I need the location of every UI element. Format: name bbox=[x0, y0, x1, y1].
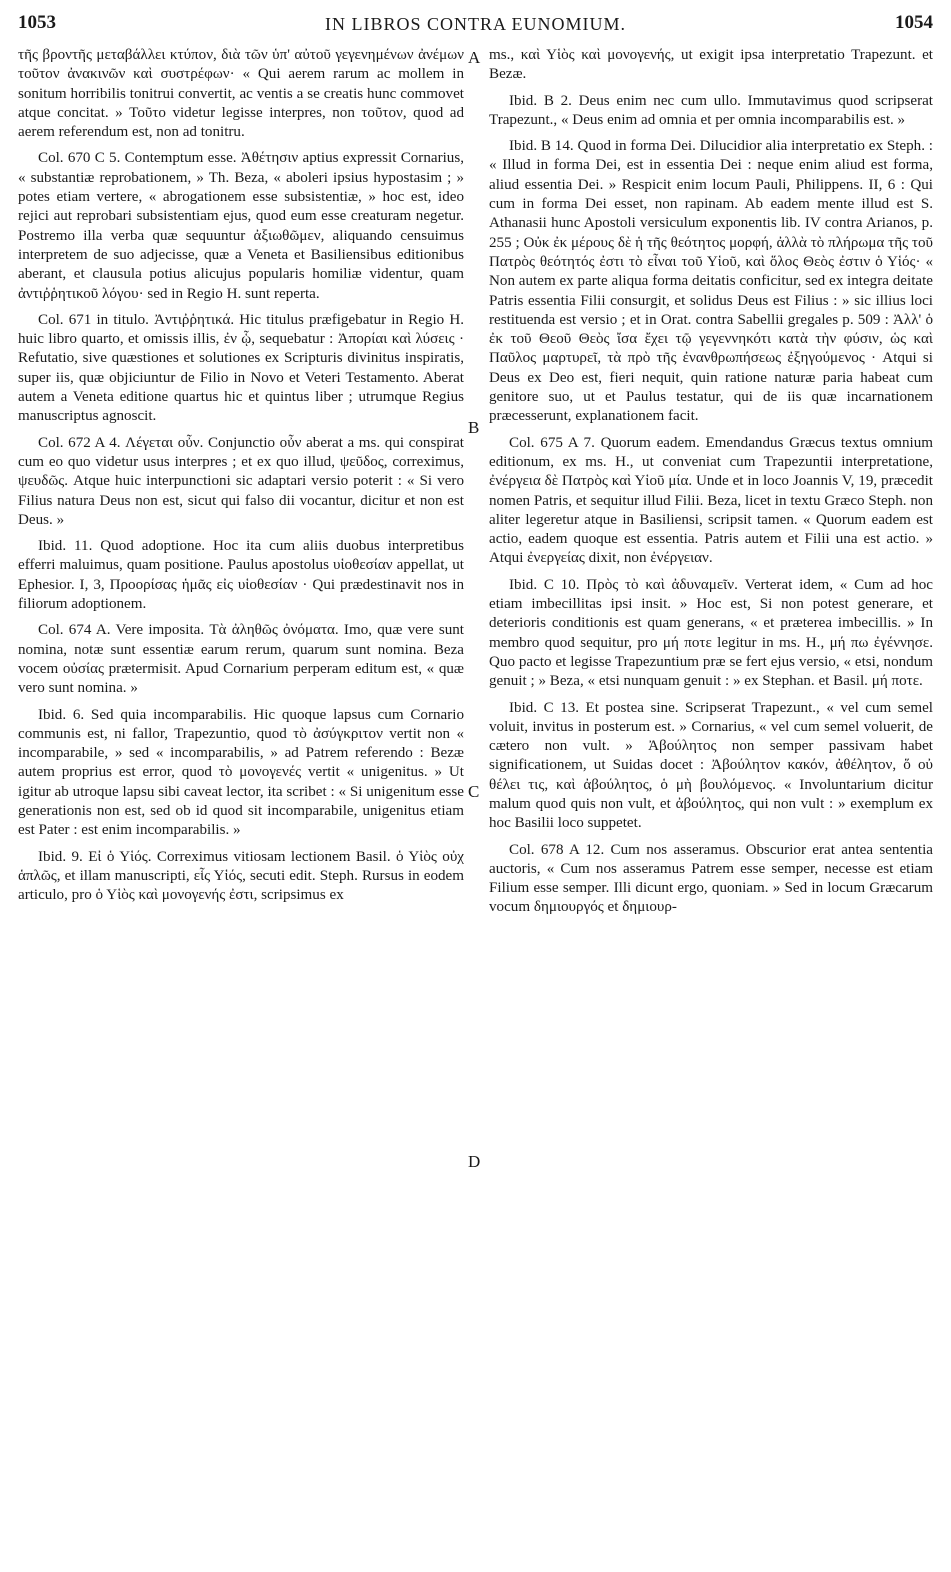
note-paragraph: Ibid. B 2. Deus enim nec cum ullo. Immutavimus quod scripserat Trapezunt., « Deus enim ad omnia et per omnia incomparabilis est. » bbox=[489, 92, 933, 128]
right-column bbox=[489, 46, 933, 1561]
margin-marker-d: D bbox=[468, 1152, 481, 1171]
note-paragraph: Ibid. C 10. Πρὸς τὸ καὶ ἀδυναμεῖν. Verterat idem, « Cum ad hoc etiam imbecillitas ipsi insit. » Hoc est, Si non potest generare, et deterioris conditionis est quam generans, « et præterea imbecillis. » In membro quod sequitur, pro μή ποτε legitur in ms. H., μή πω ἐγέννησε. Quo pacto et legisse Trapezuntium præ se fert ejus versio, « etsi, nondum genuit ; » Beza, « etsi nunquam genuit : » ex Stephan. et Basil. μή ποτε. bbox=[489, 576, 933, 690]
note-paragraph: Col. 675 A 7. Quorum eadem. Emendandus Græcus textus omnium editionum, ex ms. H., ut conveniat cum Trapezuntii interpretatione, ἐνέργεια δὲ Πατρὸς καὶ Υἱοῦ μία. Unde et in loco Joannis V, 19, præcedit nomen Patris, et sequitur illud Filii. Beza, licet in textu Græco Steph. non aliter legeretur atque in Basiliensi, scripsit tamen. « Quorum eadem est actio, eadem quoque est essentia. Patris autem et Filii una est actio. » Atqui ἐνεργείας dixit, non ἐνέργειαν. bbox=[489, 434, 933, 567]
note-paragraph: ms., καὶ Υἱὸς καὶ μονογενής, ut exigit ipsa interpretatio Trapezunt. et Bezæ. bbox=[489, 47, 933, 83]
margin-marker-b: B bbox=[468, 418, 480, 437]
note-paragraph: Col. 672 A 4. Λέγεται οὖν. Conjunctio οὖν aberat a ms. qui conspirat cum eo quo videtur usus interpres ; et ex quo illud, ψεῦδος, correximus, ψευδῶς. Atque huic interpunctioni sic adaptari versio poterit : « Si vero Filius natura Deus non est, sicut qui falso dii vocantur, dicitur et non est Deus. » bbox=[18, 434, 464, 528]
note-paragraph: Ibid. 11. Quod adoptione. Hoc ita cum aliis duobus interpretibus efferri maluimus, quam positione. Paulus apostolus υἱοθεσίαν appellat, ut Ephesior. I, 3, Προορίσας ἡμᾶς εἰς υἱοθεσίαν · Qui prædestinavit nos in filiorum adoptionem. bbox=[18, 538, 464, 613]
note-paragraph: Ibid. 6. Sed quia incomparabilis. Hic quoque lapsus cum Cornario communis est, ni fallor, Trapezuntio, quod τὸ ἀσύγκριτον vertit non « incomparabile, » sed « incomparabilis, » ad Patrem referendo : Bezæ autem proprius est error, quod τὸ μονογενές vertit « unigenitus. » Ut igitur ab utroque lapsu sibi caveat lector, ita scribet : « Si unigenitum esse generationis non est, sed ob id quod sit incomparabile, unigenitus etiam est Pater : est enim incomparabilis. » bbox=[18, 706, 464, 839]
note-paragraph: Col. 671 in titulo. Ἀντιῤῥητικά. Hic titulus præfigebatur in Regio H. huic libro quarto, et omissis illis, ἐν ᾧ, sequebatur : Ἀπορίαι καὶ λύσεις · Refutatio, sive quæstiones et solutiones ex Scripturis divinitus inspiratis, super iis, quæ objiciuntur de Filio in Novo et Veteri Testamento. Aberat autem a Veneta editione quartus hic et quintus liber ; utrumque Regius manuscriptus agnoscit. bbox=[18, 311, 464, 425]
note-paragraph: Ibid. B 14. Quod in forma Dei. Dilucidior alia interpretatio ex Steph. : « Illud in forma Dei, est in essentia Dei : neque enim aliud est forma, aliud essentia Dei. » Respicit enim locum Pauli, Philippens. II, 6 : Qui cum in forma Dei esset, non rapinam. Ab eadem mente illud est S. Athanasii hunc Apostoli versiculum exponentis lib. IV contra Arianos, p. 255 ; Οὐκ ἐκ μέρους δὲ ἡ τῆς θεότητος μορφή, ἀλλὰ τὸ πλήρωμα τῆς τοῦ Πατρὸς θεότητός ἐστι τὸ εἶναι τοῦ Υἱοῦ, καὶ ὅλος Θεὸς ἐστιν ὁ Υἱός· « Non autem ex parte aliqua forma deitatis conficitur, sed ex integra deitate Patris essentia Filii consurgit, et solidus Deus est Filius : » sic illius loci restituenda est versio ; et in Orat. contra Sabellii gregales p. 509 : Ἀλλ' ὁ ἐκ τοῦ Θεοῦ Θεὸς ἴσα ἔχει τῷ γεγεννηκότι κατὰ τὴν φύσιν, ὡς καὶ Παῦλος μαρτυρεῖ, τὰ πρὸ τῆς ἐνανθρωπήσεως ἐξηγούμενος · Atqui si Deus ex Deo est, fieri nequit, quin ratione naturæ paria habeat cum genitore suo, ut et Paulus testatur, qui de iis quæ incarnationem præcesserunt, explanationem facit. bbox=[489, 138, 933, 425]
note-paragraph: Ibid. C 13. Et postea sine. Scripserat Trapezunt., « vel cum semel voluit, invitus in posterum est. » Cornarius, « vel cum semel voluerit, de cætero non vult. » Ἀβούλητος non semper passivam habet significationem, ut Suidas docet : Ἀβούλητον κακόν, ἀθέλητον, ὅ οὐ θέλει τις, καὶ ἀβούλητος, ὁ μὴ βουλόμενος. « Involuntarium dicitur malum quod quis non vult, et ἀβούλητος, qui non vult : » exemplum ex hoc Basilii loco suppetet. bbox=[489, 699, 933, 832]
note-paragraph: Col. 674 A. Vere imposita. Τὰ ἀληθῶς ὀνόματα. Imo, quæ vere sunt nomina, notæ sunt essentiæ earum rerum, quarum sunt nomina. Beza vocem οὐσίας prætermisit. Apud Cornarium perperam editum est, « quæ vero sunt nomina. » bbox=[18, 622, 464, 697]
page-number-left: 1053 bbox=[18, 12, 56, 33]
note-paragraph: Col. 670 C 5. Contemptum esse. Ἀθέτησιν aptius expressit Cornarius, « substantiæ reprobationem, » Th. Beza, « aboleri ipsius hypostasim ; » potes etiam vertere, « abrogationem esse subsistentiæ, » hoc est, ideo rejici aut reprobari subsistentiam ejus, quod eum esse creaturam negetur. Postremo illa verba quæ sequuntur ἀξιωθῶμεν, aliquando censuimus interpretem de suo adjecisse, quæ a Veneta et Basiliensibus editionibus aberant, et clausula potius alicujus popularis homiliæ videntur, quam ἀντιῤῥητικοῦ λόγου· sed in Regio H. sunt reperta. bbox=[18, 150, 464, 302]
note-paragraph: Col. 678 A 12. Cum nos asseramus. Obscurior erat antea sententia auctoris, « Cum nos asseramus Patrem esse semper, necesse est etiam Filium esse semper. Illi dicunt ergo, quoniam. » Sed in locum Græcarum vocum δημιουργός et δημιουρ- bbox=[489, 841, 933, 916]
note-paragraph: Ibid. 9. Εἰ ὁ Υἱός. Correximus vitiosam lectionem Basil. ὁ Υἱὸς οὐχ ἁπλῶς, et illam manuscripti, εἷς Υἱός, secuti edit. Steph. Rursus in eodem articulo, pro ὁ Υἱὸς καὶ μονογενής ἐστι, scripsimus ex bbox=[18, 848, 464, 904]
margin-marker-c: C bbox=[468, 782, 480, 801]
page-number-right: 1054 bbox=[895, 12, 933, 33]
page-header bbox=[18, 12, 933, 42]
margin-marker-a: A bbox=[468, 48, 481, 67]
note-paragraph: τῆς βροντῆς μεταβάλλει κτύπον, διὰ τῶν ὑπ' αὐτοῦ γεγενημένων ἀνέμων τοῦτον ἀνακινῶν καὶ συστρέφων· « Qui aerem rarum ac mollem in sonitum horribilis tonitrui convertit, ac ventis a se creatis hunc commovet atque concitat. » Τοῦτο videtur legisse interpres, non τοῦτον, quod ad aerem referendum est, non ad tonitru. bbox=[18, 47, 464, 141]
left-column bbox=[18, 46, 464, 1561]
running-title: IN LIBROS CONTRA EUNOMIUM. bbox=[324, 14, 626, 34]
